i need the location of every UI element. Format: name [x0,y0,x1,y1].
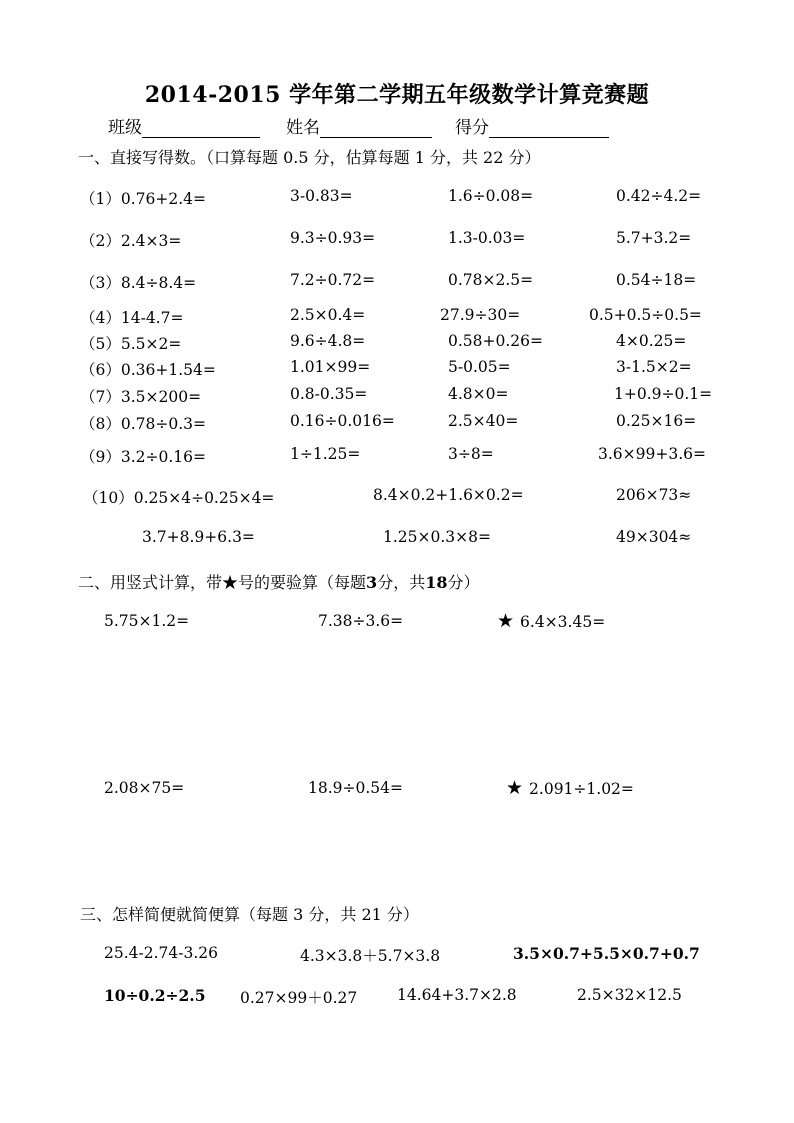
s1-item: 3.6×99+3.6= [598,445,706,463]
s3-item4: 10÷0.2÷2.5 [104,986,206,1005]
name-field [286,113,432,138]
score-field [455,113,609,138]
name-blank[interactable] [320,119,432,138]
s1-item: 0.25×16= [616,412,697,430]
s1-item: （6）0.36+1.54= [80,361,216,379]
s1-item: 7.2÷0.72= [290,271,376,289]
s1-item: （1）0.76+2.4= [80,190,206,208]
s2-item5: 18.9÷0.54= [308,779,403,797]
s1-row11-item3: 49×304≈ [616,528,692,546]
section2-heading-mid: 分，共 [377,573,426,592]
s2-item4: 2.08×75= [104,779,185,797]
s1-row10-item1: （10）0.25×4÷0.25×4= [83,489,275,507]
s2-item1: 5.75×1.2= [104,612,190,630]
s1-row10-item3: 206×73≈ [616,486,692,504]
section2-points-total: 18 [425,573,448,592]
s1-item: 2.5×0.4= [290,306,366,324]
section2-heading-pre: 二、用竖式计算，带 [78,573,223,592]
section2-heading-end: 分） [447,573,480,592]
class-label: 班级 [108,118,142,138]
s1-item: 4.8×0= [448,385,509,403]
s1-item: （2）2.4×3= [80,232,182,250]
s1-item: 0.58+0.26= [448,332,543,350]
page-title: 2014-2015 学年第二学期五年级数学计算竞赛题 [144,82,650,108]
s1-item: 1÷1.25= [290,445,361,463]
s2-item2: 7.38÷3.6= [318,612,404,630]
s1-item: 4×0.25= [616,332,687,350]
s1-item: 1.6÷0.08= [448,187,534,205]
s2-item6 [506,777,634,799]
s1-item: 5-0.05= [448,358,511,376]
s1-item: 27.9÷30= [440,306,521,324]
s1-item: （3）8.4÷8.4= [80,274,197,292]
s2-item3 [497,610,605,632]
s1-item: （5）5.5×2= [80,335,182,353]
section3-heading: 三、怎样简便就简便算（每题 3 分，共 21 分） [80,905,419,924]
s2-item6-text: 2.091÷1.02= [529,780,634,798]
s1-item: 2.5×40= [448,412,519,430]
s1-item: 1.01×99= [290,358,371,376]
s1-item: 0.8-0.35= [290,385,368,403]
score-blank[interactable] [489,119,609,138]
star-icon: ★ [497,610,515,632]
s1-row10-item2: 8.4×0.2+1.6×0.2= [373,486,524,504]
s1-item: 0.16÷0.016= [290,412,395,430]
s1-item: 3÷8= [448,445,494,463]
s1-row11-item1: 3.7+8.9+6.3= [142,528,255,546]
s1-item: 1.3-0.03= [448,229,526,247]
section1-heading: 一、直接写得数。（口算每题 0.5 分，估算每题 1 分，共 22 分） [78,148,541,167]
s1-item: 9.3÷0.93= [290,229,376,247]
s3-item2: 4.3×3.8＋5.7×3.8 [300,947,441,965]
s1-item: 0.5+0.5÷0.5= [589,306,702,324]
s1-item: 9.6÷4.8= [290,332,366,350]
s1-item: 0.42÷4.2= [616,187,702,205]
s1-row11-item2: 1.25×0.3×8= [383,528,491,546]
s3-item7: 2.5×32×12.5 [577,986,682,1004]
s3-item1: 25.4-2.74-3.26 [104,944,219,962]
s1-item: 3-0.83= [290,187,353,205]
s3-item5: 0.27×99＋0.27 [240,989,358,1007]
class-blank[interactable] [142,119,260,138]
section2-heading-post: 号的要验算（每题 [238,573,367,592]
name-label: 姓名 [286,118,320,138]
s1-item: 0.78×2.5= [448,271,534,289]
s1-item: 1+0.9÷0.1= [614,385,713,403]
star-icon: ★ [222,573,239,592]
class-field [108,113,260,138]
s1-item: （8）0.78÷0.3= [80,415,206,433]
section2-points-each: 3 [366,573,378,592]
star-icon: ★ [506,777,524,799]
section2-heading [78,570,479,593]
s1-item: （4）14-4.7= [80,309,184,327]
score-label: 得分 [455,118,489,138]
s3-item3: 3.5×0.7+5.5×0.7+0.7 [513,944,700,963]
s1-item: （7）3.5×200= [80,388,202,406]
s1-item: 3-1.5×2= [616,358,692,376]
s1-item: （9）3.2÷0.16= [80,448,206,466]
s2-item3-text: 6.4×3.45= [520,613,606,631]
s3-item6: 14.64+3.7×2.8 [397,986,517,1004]
s1-item: 5.7+3.2= [616,229,692,247]
s1-item: 0.54÷18= [616,271,697,289]
